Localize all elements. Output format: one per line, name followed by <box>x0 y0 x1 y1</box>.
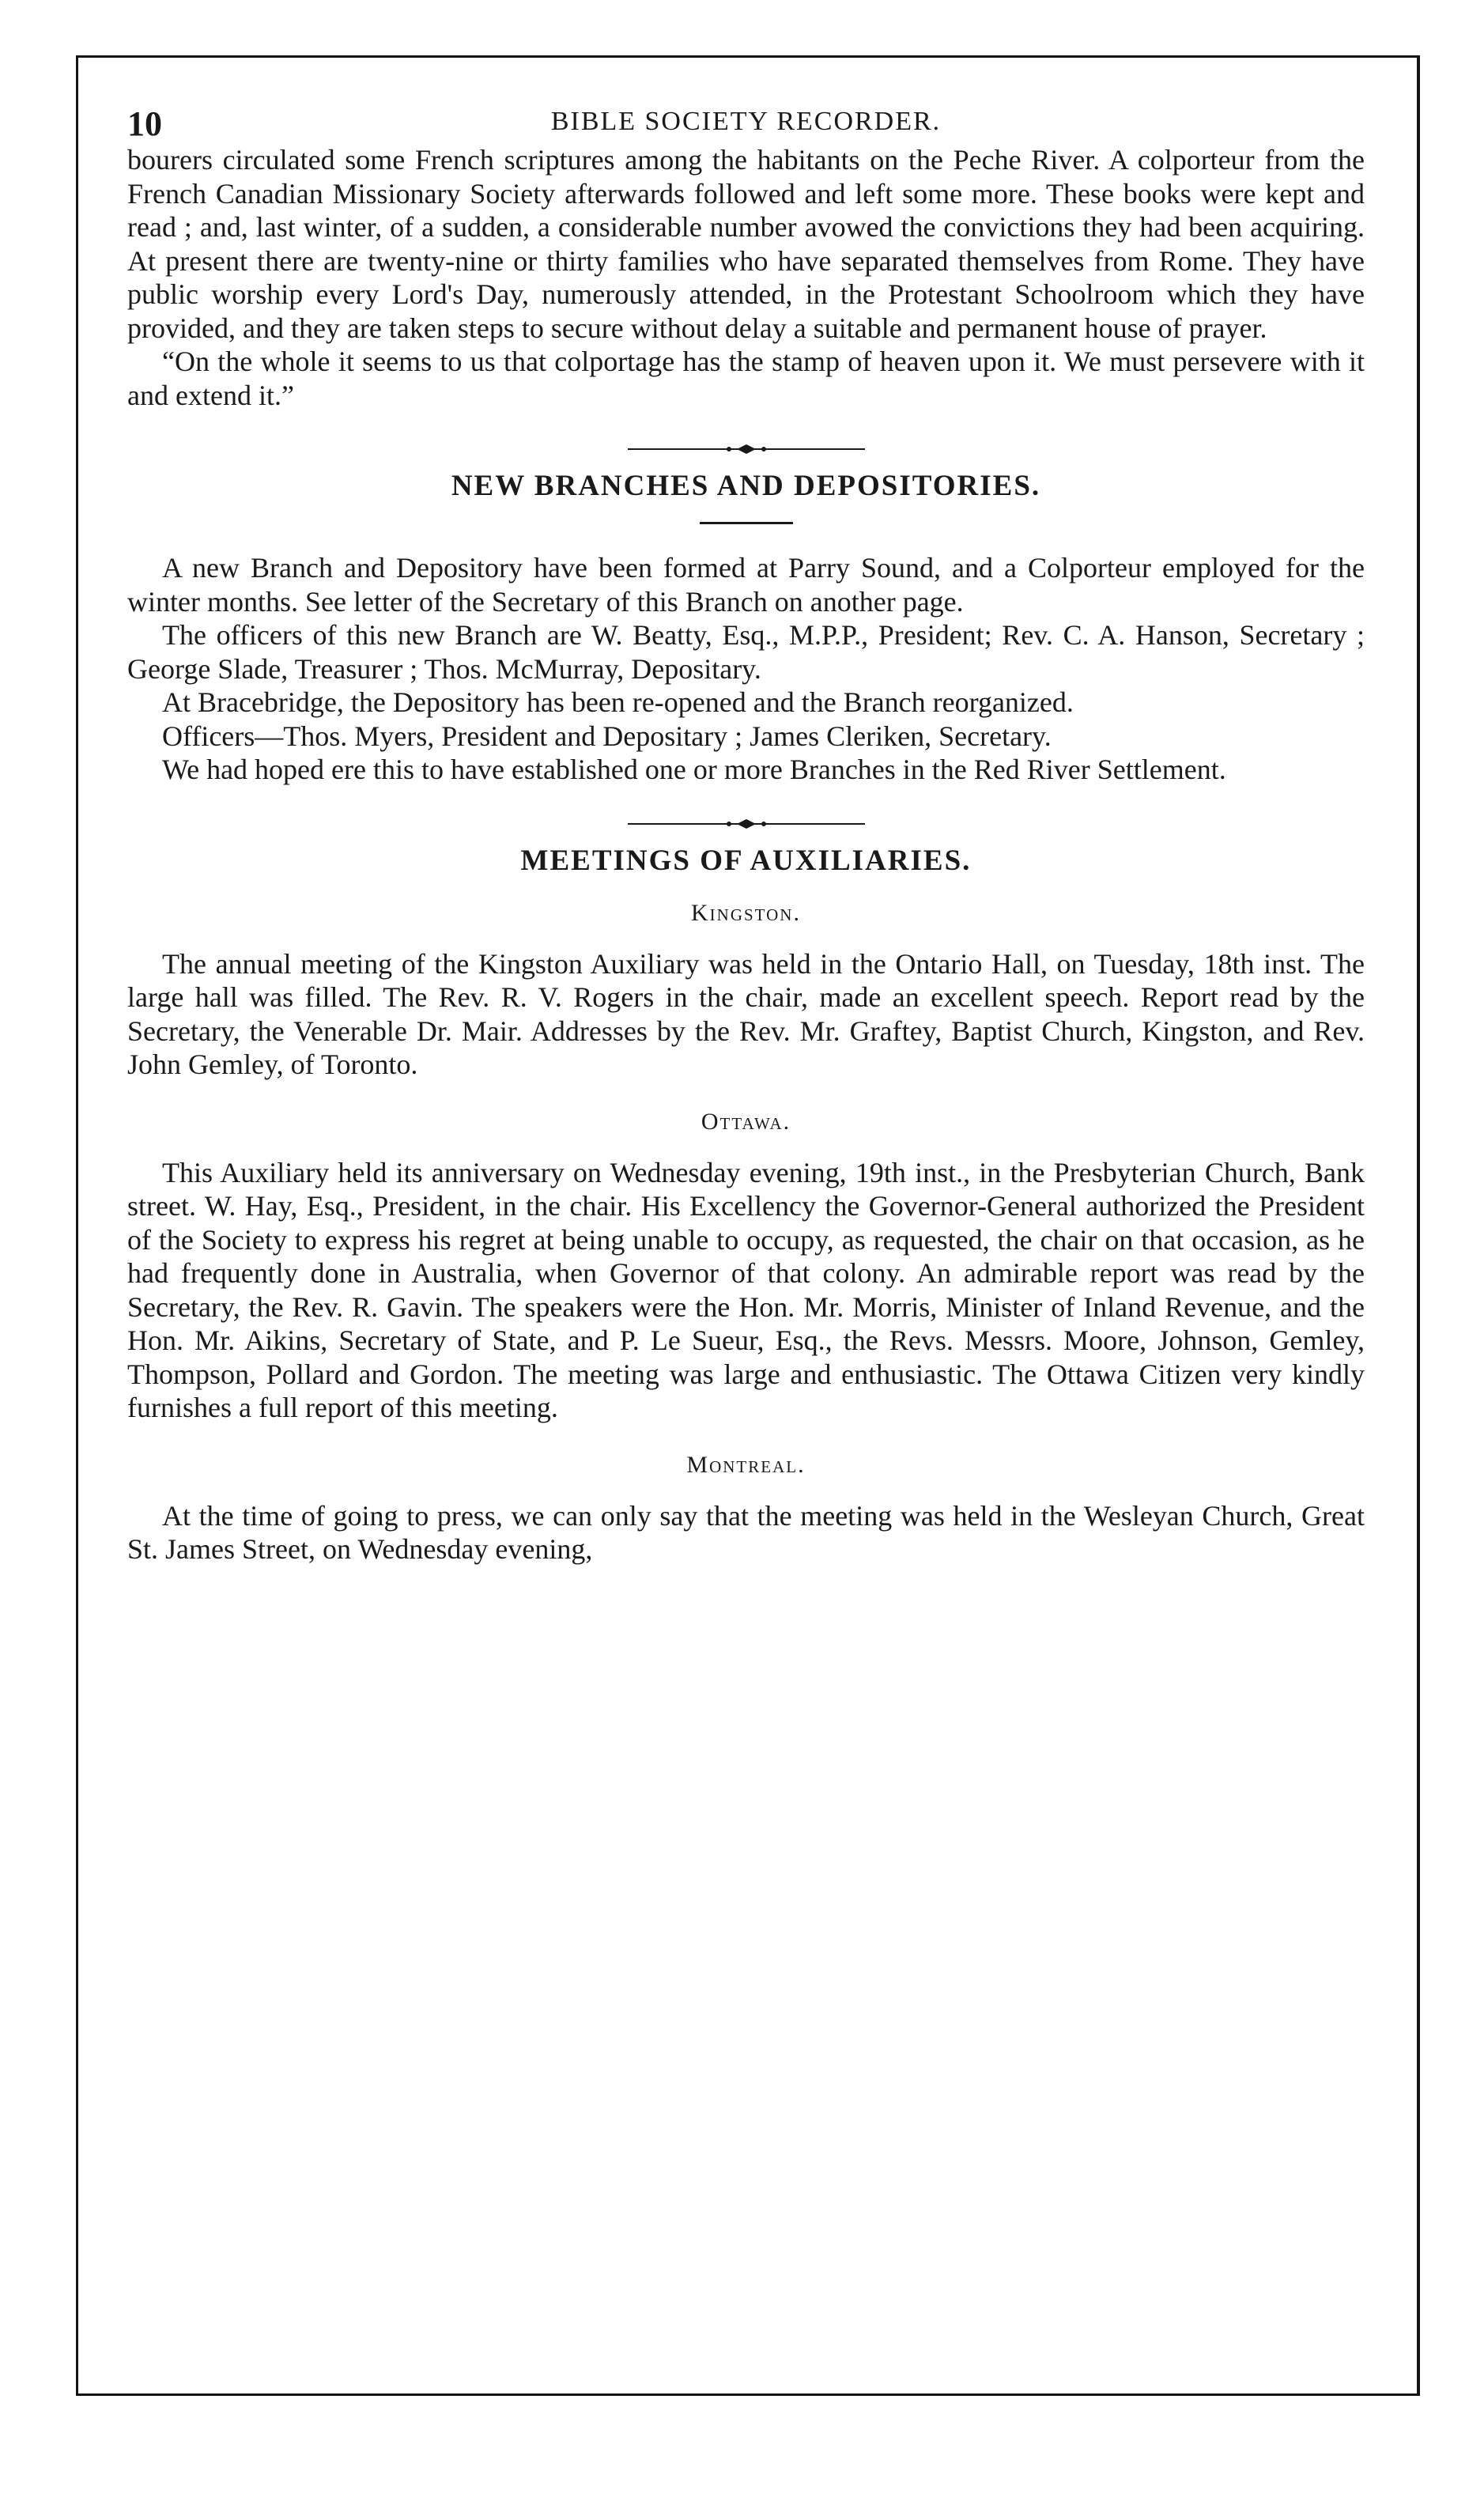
section-divider-ornament <box>127 818 1365 829</box>
ornament-rule-icon <box>628 818 865 829</box>
page-content <box>127 58 1365 1566</box>
running-title: BIBLE SOCIETY RECORDER. <box>550 107 942 136</box>
branches-paragraph-red-river: We had hoped ere this to have established one or more Branches in the Red River Settlement. <box>162 754 1226 785</box>
section-heading-new-branches: NEW BRANCHES AND DEPOSITORIES. <box>451 470 1041 502</box>
intro-paragraph: bourers circulated some French scriptures among the habitants on the Peche River. A colporteur from the French Canadian Missionary Society afterwards followed and left some more. These books were kept and read ; and, last winter, of a sudden, a considerable number avowed the convictions they had been acquiring. At present there are twenty-nine or thirty families who have separated themselves from Rome. They have public worship every Lord's Day, numerously attended, in the Protestant Schoolroom which they have provided, and they are taken steps to secure without delay a suitable and permanent house of prayer. <box>127 144 1365 344</box>
branches-paragraph-officers: The officers of this new Branch are W. Beatty, Esq., M.P.P., President; Rev. C. A. Hanson, Secretary ; George Slade, Treasurer ; Thos. McMurray, Depositary. <box>127 619 1365 685</box>
branches-paragraph-parry-sound: A new Branch and Depository have been formed at Parry Sound, and a Colporteur employed for the winter months. See letter of the Secretary of this Branch on another page. <box>127 552 1365 618</box>
montreal-paragraph: At the time of going to press, we can only say that the meeting was held in the Wesleyan Church, Great St. James Street, on Wednesday evening, <box>127 1499 1365 1565</box>
branches-paragraph-bracebridge: At Bracebridge, the Depository has been re-opened and the Branch reorganized. <box>162 686 1074 718</box>
kingston-paragraph: The annual meeting of the Kingston Auxiliary was held in the Ontario Hall, on Tuesday, 18th inst. The large hall was filled. The Rev. R. V. Rogers in the chair, made an excellent speech. Report read by the Secretary, the Venerable Dr. Mair. Addresses by the Rev. Mr. Graftey, Baptist Church, Kingston, and Rev. John Gemley, of Toronto. <box>127 947 1365 1080</box>
heading-underline-rule <box>700 522 793 524</box>
branches-paragraph-bracebridge-officers: Officers—Thos. Myers, President and Depositary ; James Cleriken, Secretary. <box>162 720 1052 752</box>
section-heading-meetings: MEETINGS OF AUXILIARIES. <box>520 844 972 877</box>
subheading-kingston: Kingston. <box>691 899 801 926</box>
section-divider-ornament <box>127 444 1365 455</box>
ornament-rule-icon <box>628 444 865 455</box>
page-frame <box>76 55 1420 2396</box>
ottawa-paragraph: This Auxiliary held its anniversary on Wednesday evening, 19th inst., in the Presbyterian Church, Bank street. W. Hay, Esq., President, in the chair. His Excellency the Governor-General authorized the President of the Society to express his regret at being unable to occupy, as requested, the chair on that occasion, as he had frequently done in Australia, when Governor of that colony. An admirable report was read by the Secretary, the Rev. R. Gavin. The speakers were the Hon. Mr. Morris, Minister of Inland Revenue, and the Hon. Mr. Aikins, Secretary of State, and P. Le Sueur, Esq., the Revs. Messrs. Moore, Johnson, Gemley, Thompson, Pollard and Gordon. The meeting was large and enthusiastic. The Ottawa Citizen very kindly furnishes a full report of this meeting. <box>127 1156 1365 1423</box>
running-header <box>127 58 1365 143</box>
intro-quote-paragraph: “On the whole it seems to us that colportage has the stamp of heaven upon it. We must persevere with it and extend it.” <box>127 346 1365 411</box>
page-number: 10 <box>127 104 162 143</box>
subheading-ottawa: Ottawa. <box>701 1108 791 1135</box>
subheading-montreal: Montreal. <box>686 1451 806 1478</box>
